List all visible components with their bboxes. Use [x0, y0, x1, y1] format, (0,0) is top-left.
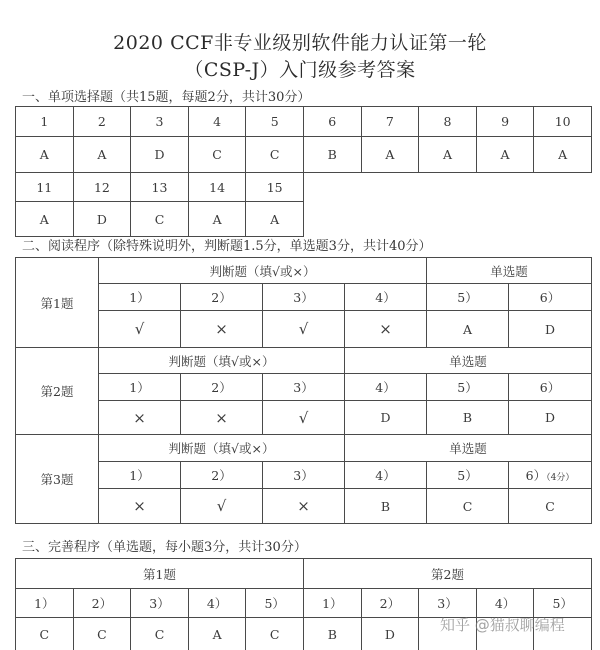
question-number: 1）	[16, 589, 74, 618]
section1-heading: 一、单项选择题（共15题，每题2分，共计30分）	[22, 90, 311, 105]
problem1-number-row	[16, 284, 592, 311]
question-number: 2）	[181, 462, 263, 489]
question-number: 12	[73, 173, 131, 202]
answer-cell: B	[303, 137, 361, 173]
question-number: 1）	[99, 374, 181, 401]
answer-cell: C	[131, 202, 189, 237]
answer-cell: A	[419, 137, 477, 173]
answer-cell: C	[509, 489, 592, 524]
question-number: 4）	[345, 462, 427, 489]
problem2-number-row	[16, 374, 592, 401]
document-title-line1: 2020 CCF非专业级别软件能力认证第一轮	[113, 32, 487, 54]
empty-area	[303, 202, 591, 237]
problem2-label: 第2题	[16, 348, 99, 435]
question-number: 5）	[534, 589, 592, 618]
judge-header: 判断题（填√或×）	[99, 435, 345, 462]
question-number: 6）	[509, 374, 592, 401]
problem-label-row	[16, 559, 592, 589]
section3-answer-table	[15, 558, 592, 650]
answer-cell: A	[246, 202, 304, 237]
question-number: 2	[73, 107, 131, 137]
answer-cell: D	[509, 401, 592, 435]
problem2-answer-row	[16, 401, 592, 435]
answer-cell: D	[131, 137, 189, 173]
question-number: 15	[246, 173, 304, 202]
question-number: 1）	[99, 462, 181, 489]
question-number: 6）	[509, 284, 592, 311]
question-number: 4）	[476, 589, 534, 618]
question-number: 3）	[131, 589, 189, 618]
answer-cell: √	[263, 311, 345, 348]
section2-heading: 二、阅读程序（除特殊说明外，判断题1.5分，单选题3分，共计40分）	[22, 239, 432, 254]
question-number: 9	[476, 107, 534, 137]
answer-cell: √	[263, 401, 345, 435]
question-number: 5	[246, 107, 304, 137]
answer-cell: A	[361, 137, 419, 173]
question-number: 3）	[419, 589, 477, 618]
answer-cell: A	[16, 202, 74, 237]
answer-cell: C	[131, 618, 189, 650]
question-number: 5）	[427, 462, 509, 489]
section2-answer-table	[15, 257, 592, 524]
number-row	[16, 589, 592, 618]
answer-cell: √	[181, 489, 263, 524]
question-number: 13	[131, 173, 189, 202]
answer-cell: C	[246, 618, 304, 650]
question-number: 6）	[525, 468, 547, 483]
answer-cell	[476, 618, 534, 650]
section1-answer-table	[15, 106, 592, 237]
question-number: 3）	[263, 462, 345, 489]
table-row-answers-1-10	[16, 137, 592, 173]
choice-header: 单选题	[427, 258, 592, 284]
answer-cell: ×	[181, 401, 263, 435]
table-row-answers-11-15	[16, 202, 592, 237]
answer-row	[16, 618, 592, 650]
choice-header: 单选题	[345, 435, 592, 462]
answer-cell: A	[476, 137, 534, 173]
document-title-line2: （CSP-J）入门级参考答案	[184, 59, 416, 81]
problem3-number-row	[16, 462, 592, 489]
question-number-with-note	[509, 462, 592, 489]
judge-header: 判断题（填√或×）	[99, 348, 345, 374]
problem1-label: 第1题	[16, 559, 304, 589]
answer-cell: A	[73, 137, 131, 173]
problem3-label: 第3题	[16, 435, 99, 524]
answer-cell: C	[246, 137, 304, 173]
table-row-numbers-1-10	[16, 107, 592, 137]
answer-cell: C	[427, 489, 509, 524]
question-number: 7	[361, 107, 419, 137]
problem2-header-row	[16, 348, 592, 374]
answer-cell: D	[509, 311, 592, 348]
answer-cell: B	[304, 618, 362, 650]
answer-cell: A	[16, 137, 74, 173]
question-number: 5）	[427, 374, 509, 401]
question-number: 6	[303, 107, 361, 137]
question-number: 11	[16, 173, 74, 202]
question-number: 14	[188, 173, 246, 202]
answer-cell: √	[99, 311, 181, 348]
question-number: 1）	[304, 589, 362, 618]
question-number: 4	[188, 107, 246, 137]
question-number: 5）	[246, 589, 304, 618]
answer-cell: C	[188, 137, 246, 173]
problem2-label: 第2题	[304, 559, 592, 589]
question-number: 3）	[263, 374, 345, 401]
answer-cell: A	[427, 311, 509, 348]
question-number: 2）	[361, 589, 419, 618]
table-row-numbers-11-15	[16, 173, 592, 202]
problem1-answer-row	[16, 311, 592, 348]
answer-cell: A	[188, 202, 246, 237]
question-number: 2）	[181, 374, 263, 401]
choice-header: 单选题	[345, 348, 592, 374]
question-number: 3）	[263, 284, 345, 311]
question-number: 1	[16, 107, 74, 137]
answer-cell: D	[345, 401, 427, 435]
question-number: 10	[534, 107, 592, 137]
section3-heading: 三、完善程序（单选题，每小题3分，共计30分）	[22, 540, 307, 555]
question-number: 4）	[188, 589, 246, 618]
answer-cell: ×	[263, 489, 345, 524]
answer-cell: D	[361, 618, 419, 650]
question-number: 5）	[427, 284, 509, 311]
answer-cell: ×	[99, 489, 181, 524]
judge-header: 判断题（填√或×）	[99, 258, 427, 284]
answer-cell: B	[427, 401, 509, 435]
question-number: 2）	[73, 589, 131, 618]
answer-cell: C	[16, 618, 74, 650]
answer-cell	[534, 618, 592, 650]
answer-cell: ×	[99, 401, 181, 435]
answer-cell: ×	[181, 311, 263, 348]
answer-cell: A	[188, 618, 246, 650]
answer-cell	[419, 618, 477, 650]
question-number: 2）	[181, 284, 263, 311]
question-number: 4）	[345, 374, 427, 401]
answer-cell: B	[345, 489, 427, 524]
answer-cell: C	[73, 618, 131, 650]
question-number: 1）	[99, 284, 181, 311]
question-number: 8	[419, 107, 477, 137]
question-number: 4）	[345, 284, 427, 311]
answer-cell: A	[534, 137, 592, 173]
problem3-answer-row	[16, 489, 592, 524]
empty-area	[303, 173, 591, 202]
problem3-header-row	[16, 435, 592, 462]
watermark: 知乎 @猫叔聊编程	[440, 616, 565, 634]
answer-cell: D	[73, 202, 131, 237]
answer-cell: ×	[345, 311, 427, 348]
problem1-header-row	[16, 258, 592, 284]
points-note: （4分）	[546, 473, 575, 483]
problem1-label: 第1题	[16, 258, 99, 348]
question-number: 3	[131, 107, 189, 137]
